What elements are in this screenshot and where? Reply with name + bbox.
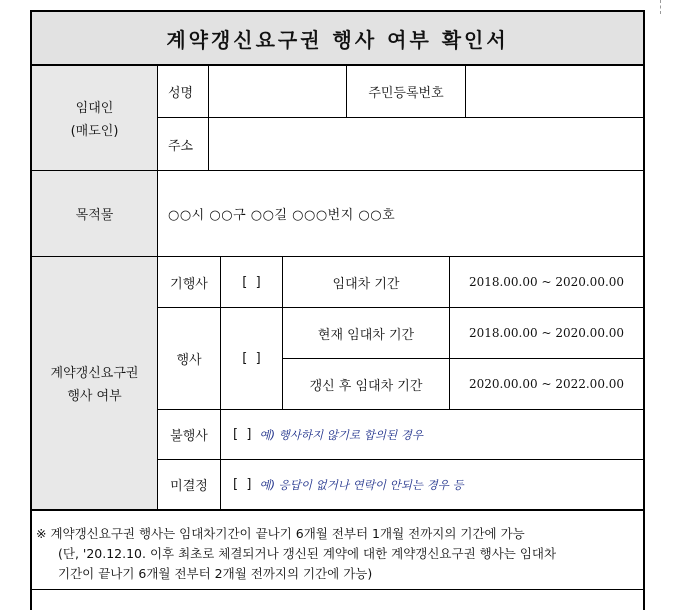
current-term-label — [283, 308, 450, 359]
rrn-label — [347, 66, 466, 118]
exercised-text: 행사 — [176, 353, 202, 368]
renewed-term-value — [450, 359, 643, 410]
footnote — [32, 520, 643, 590]
undecided-label — [158, 460, 221, 510]
property-heading — [32, 171, 158, 257]
already-exercised-text: 기행사 — [170, 276, 208, 292]
form-title: 계약갱신요구권 행사 여부 확인서 — [32, 12, 643, 66]
exercise-heading — [32, 257, 158, 510]
address-label-text: 주소 — [168, 138, 194, 154]
property-value — [158, 171, 643, 257]
name-field[interactable] — [209, 66, 347, 118]
property-heading-text: 목적물 — [75, 208, 114, 223]
confirmation-form — [30, 10, 645, 610]
already-term-value — [450, 257, 643, 308]
current-term-label-text: 현재 임대차 기간 — [317, 327, 415, 343]
current-term-value — [450, 308, 643, 359]
address-field[interactable] — [209, 118, 643, 171]
exercise-heading-line2: 행사 여부 — [67, 389, 122, 404]
footnote-line3: 기간이 끝나기 6개월 전부터 2개월 전까지의 기간에 가능) — [58, 566, 373, 581]
already-term-label-text: 임대차 기간 — [332, 276, 400, 292]
rrn-label-text: 주민등록번호 — [368, 86, 444, 101]
exercised-bracket: [ ] — [242, 351, 261, 366]
exercised-checkbox[interactable] — [221, 308, 283, 410]
already-exercised-checkbox[interactable] — [221, 257, 283, 308]
landlord-heading — [32, 66, 158, 171]
renewed-term-label-text: 갱신 후 임대차 기간 — [309, 378, 423, 394]
not-exercised-row — [221, 410, 643, 460]
already-term-value-text: 2018.00.00 ~ 2020.00.00 — [468, 275, 625, 289]
rrn-field[interactable] — [466, 66, 643, 118]
page-margin-mark — [660, 0, 662, 14]
footnote-line2: (단, '20.12.10. 이후 최초로 체결되거나 갱신된 계약에 대한 계약갱신요구권 행사는 임대차 — [58, 546, 557, 561]
name-label-text: 성명 — [168, 86, 194, 101]
undecided-text: 미결정 — [170, 479, 208, 494]
table-divider — [32, 509, 643, 511]
current-term-value-text: 2018.00.00 ~ 2020.00.00 — [468, 326, 625, 340]
property-address-text: ○○시 ○○구 ○○길 ○○○번지 ○○호 — [168, 208, 396, 223]
not-exercised-label — [158, 410, 221, 460]
footnote-line1: ※ 계약갱신요구권 행사는 임대차기간이 끝나기 6개월 전부터 1개월 전까지의 기간에 가능 — [36, 526, 525, 541]
already-term-label — [283, 257, 450, 308]
not-exercised-example: 예) 행사하지 않기로 합의된 경우 — [259, 427, 423, 442]
landlord-heading-line2: (매도인) — [70, 124, 119, 139]
landlord-heading-line1: 임대인 — [75, 101, 114, 116]
undecided-example: 예) 응답이 없거나 연락이 안되는 경우 등 — [259, 477, 464, 492]
exercised-label — [158, 308, 221, 410]
not-exercised-checkbox[interactable]: [ ] — [233, 427, 252, 442]
undecided-row — [221, 460, 643, 510]
address-label — [158, 118, 209, 171]
not-exercised-text: 불행사 — [170, 429, 208, 444]
renewed-term-value-text: 2020.00.00 ~ 2022.00.00 — [468, 377, 625, 391]
renewed-term-label — [283, 359, 450, 410]
exercise-heading-line1: 계약갱신요구권 — [50, 366, 139, 381]
undecided-checkbox[interactable]: [ ] — [233, 477, 252, 492]
already-exercised-label — [158, 257, 221, 308]
name-label — [158, 66, 209, 118]
already-exercised-bracket: [ ] — [242, 274, 261, 290]
